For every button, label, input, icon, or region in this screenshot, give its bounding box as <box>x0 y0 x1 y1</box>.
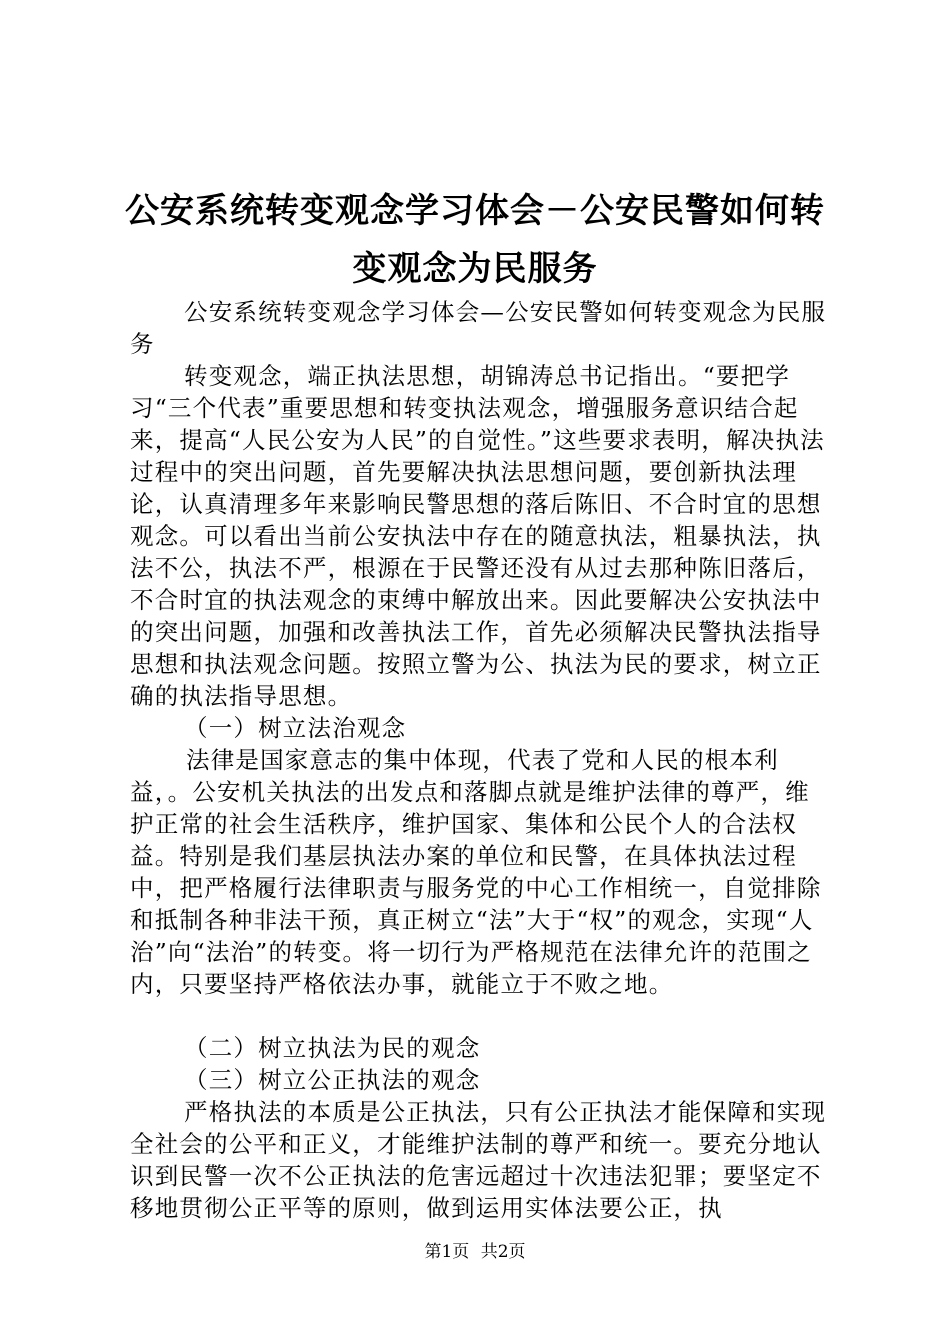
paragraph-section-1: 法律是国家意志的集中体现，代表了党和人民的根本利益，。公安机关执法的出发点和落脚点就是维护法律的尊严，维护正常的社会生活秩序，维护国家、集体和公民个人的合法权益。特别是我们基层执法办案的单位和民警，在具体执法过程中，把严格履行法律职责与服务党的中心工作相统一，自觉排除和抵制各种非法干预，真正树立“法”大于“权”的观念，实现“人治”向“法治”的转变。将一切行为严格规范在法律允许的范围之内，只要坚持严格依法办事，就能立于不败之地。 <box>130 746 822 998</box>
section-heading-1: （一）树立法治观念 <box>184 714 407 742</box>
section-heading-3: （三）树立公正执法的观念 <box>184 1066 481 1094</box>
page-title <box>100 182 850 298</box>
title-line-1: 公安系统转变观念学习体会－公安民警如何转 <box>125 191 825 231</box>
document-body <box>130 296 830 1224</box>
paragraph-subtitle: 公安系统转变观念学习体会—公安民警如何转变观念为民服务 <box>130 298 827 358</box>
page-number-footer: 第1页 共2页 <box>424 1242 526 1262</box>
paragraph-section-3: 严格执法的本质是公正执法，只有公正执法才能保障和实现全社会的公平和正义，才能维护法制的尊严和统一。要充分地认识到民警一次不公正执法的危害远超过十次违法犯罪；要坚定不移地贯彻公正平等的原则，做到运用实体法要公正，执 <box>130 1098 827 1222</box>
title-line-2: 变观念为民服务 <box>352 249 598 289</box>
paragraph-intro: 转变观念，端正执法思想，胡锦涛总书记指出。“要把学习“三个代表”重要思想和转变执法观念，增强服务意识结合起来，提高“人民公安为人民”的自觉性。”这些要求表明，解决执法过程中的突出问题，首先要解决执法思想问题，要创新执法理论，认真清理多年来影响民警思想的落后陈旧、不合时宜的思想观念。可以看出当前公安执法中存在的随意执法，粗暴执法，执法不公，执法不严，根源在于民警还没有从过去那种陈旧落后，不合时宜的执法观念的束缚中解放出来。因此要解决公安执法中的突出问题，加强和改善执法工作，首先必须解决民警执法指导思想和执法观念问题。按照立警为公、执法为民的要求，树立正确的执法指导思想。 <box>130 362 825 710</box>
paragraph-spacer <box>130 1000 830 1032</box>
section-heading-2: （二）树立执法为民的观念 <box>184 1034 481 1062</box>
